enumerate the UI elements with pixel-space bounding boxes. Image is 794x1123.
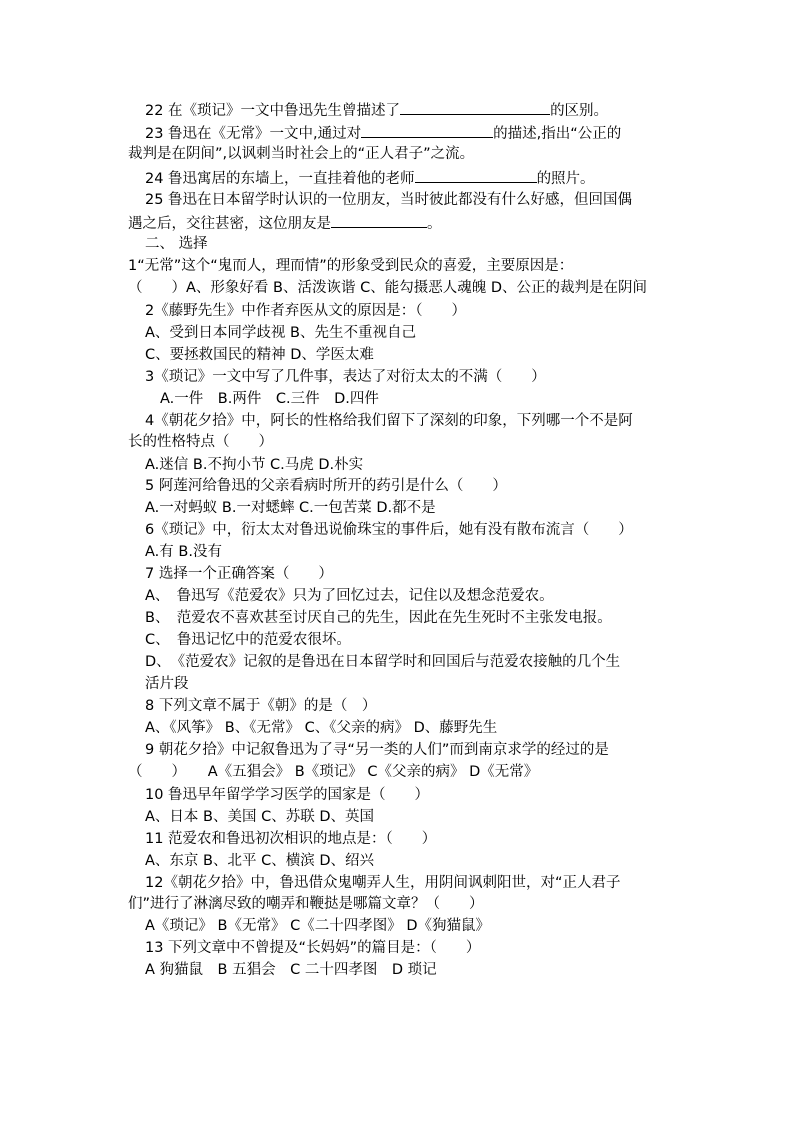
choice-13-options: A 狗猫鼠 B 五猖会 C 二十四孝图 D 琐记 xyxy=(145,962,437,978)
choice-4-stem: 4《朝花夕拾》中，阿长的性格给我们留下了深刻的印象，下列哪一个不是阿 xyxy=(145,413,633,429)
choice-6-options: A.有 B.没有 xyxy=(145,544,222,560)
choice-10-options: A、日本 B、美国 C、苏联 D、英国 xyxy=(145,809,374,825)
choice-2-options: C、要拯救国民的精神 D、学医太难 xyxy=(145,347,374,363)
question-25-line2: 遇之后，交往甚密，这位朋友是 。 xyxy=(128,212,442,234)
answer-blank[interactable] xyxy=(331,212,427,228)
choice-4-options: A.迷信 B.不拘小节 C.马虎 D.朴实 xyxy=(145,457,364,473)
choice-8-stem: 8 下列文章不属于《朝》的是（ ） xyxy=(145,698,377,714)
question-25: 25 鲁迅在日本留学时认识的一位朋友，当时彼此都没有什么好感，但回国偶 xyxy=(145,192,633,208)
choice-12-options: A《琐记》 B《无常》 C《二十四孝图》 D《狗猫鼠》 xyxy=(145,918,490,934)
choice-6-stem: 6《琐记》中，衍太太对鲁迅说偷珠宝的事件后，她有没有散布流言（ ） xyxy=(145,522,633,538)
choice-5-options: A.一对蚂蚁 B.一对蟋蟀 C.一包苦菜 D.都不是 xyxy=(145,500,436,516)
choice-7-option-d: D、 《范爱农》记叙的是鲁迅在日本留学时和回国后与范爱农接触的几个生 xyxy=(145,654,621,670)
choice-12-stem: 12《朝花夕拾》中，鲁迅借众鬼嘲弄人生，用阴间讽刺阳世，对“正人君子 xyxy=(145,875,621,891)
question-23-line2: 裁判是在阴间”,以讽刺当时社会上的“正人君子”之流。 xyxy=(128,146,475,162)
choice-4-stem-line2: 长的性格特点（ ） xyxy=(128,434,273,450)
section-heading: 二、 选择 xyxy=(145,236,208,252)
choice-3-options: A.一件 B.两件 C.三件 D.四件 xyxy=(160,391,379,407)
choice-7-option-a: A、 鲁迅写《范爱农》只为了回忆过去，记住以及想念范爱农。 xyxy=(145,588,554,604)
answer-blank[interactable] xyxy=(400,99,550,115)
choice-8-options: A、《风筝》 B、《无常》 C、《父亲的病》 D、藤野先生 xyxy=(145,720,498,736)
choice-1-stem: 1“无常”这个“鬼而人，理而情”的形象受到民众的喜爱，主要原因是： xyxy=(128,258,574,274)
choice-13-stem: 13 下列文章中不曾提及“长妈妈”的篇目是：（ ） xyxy=(145,940,481,956)
choice-5-stem: 5 阿莲河给鲁迅的父亲看病时所开的药引是什么（ ） xyxy=(145,478,507,494)
choice-10-stem: 10 鲁迅早年留学学习医学的国家是（ ） xyxy=(145,787,430,803)
choice-9-stem: 9 朝花夕拾》中记叙鲁迅为了寻“另一类的人们”而到南京求学的经过的是 xyxy=(145,742,609,758)
choice-11-stem: 11 范爱农和鲁迅初次相识的地点是：（ ） xyxy=(145,831,437,847)
choice-1-options: （ ）A、形象好看 B、活泼诙谐 C、能勾摄恶人魂魄 D、公正的裁判是在阴间 xyxy=(128,280,647,296)
choice-9-options: （ ） A《五猖会》 B《琐记》 C《父亲的病》 D《无常》 xyxy=(128,764,539,780)
choice-3-stem: 3《琐记》一文中写了几件事，表达了对衍太太的不满（ ） xyxy=(145,369,546,385)
choice-7-stem: 7 选择一个正确答案（ ） xyxy=(145,566,333,582)
question-23: 23 鲁迅在《无常》一文中,通过对 的描述,指出“公正的 xyxy=(145,122,621,144)
choice-12-stem-line2: 们”进行了淋漓尽致的嘲弄和鞭挞是哪篇文章？（ ） xyxy=(128,896,484,912)
choice-7-option-d-line2: 活片段 xyxy=(145,676,189,692)
choice-7-option-c: C、 鲁迅记忆中的范爱农很坏。 xyxy=(145,632,351,648)
answer-blank[interactable] xyxy=(415,167,537,183)
answer-blank[interactable] xyxy=(361,122,493,138)
choice-7-option-b: B、 范爱农不喜欢甚至讨厌自己的先生，因此在先生死时不主张发电报。 xyxy=(145,610,612,626)
choice-11-options: A、东京 B、北平 C、横滨 D、绍兴 xyxy=(145,853,374,869)
choice-2-stem: 2《藤野先生》中作者弃医从文的原因是：（ ） xyxy=(145,303,466,319)
choice-2-options: A、受到日本同学歧视 B、先生不重视自己 xyxy=(145,325,416,341)
question-24: 24 鲁迅寓居的东墙上，一直挂着他的老师 的照片。 xyxy=(145,167,595,189)
question-22: 22 在《琐记》一文中鲁迅先生曾描述了 的区别。 xyxy=(145,99,608,121)
